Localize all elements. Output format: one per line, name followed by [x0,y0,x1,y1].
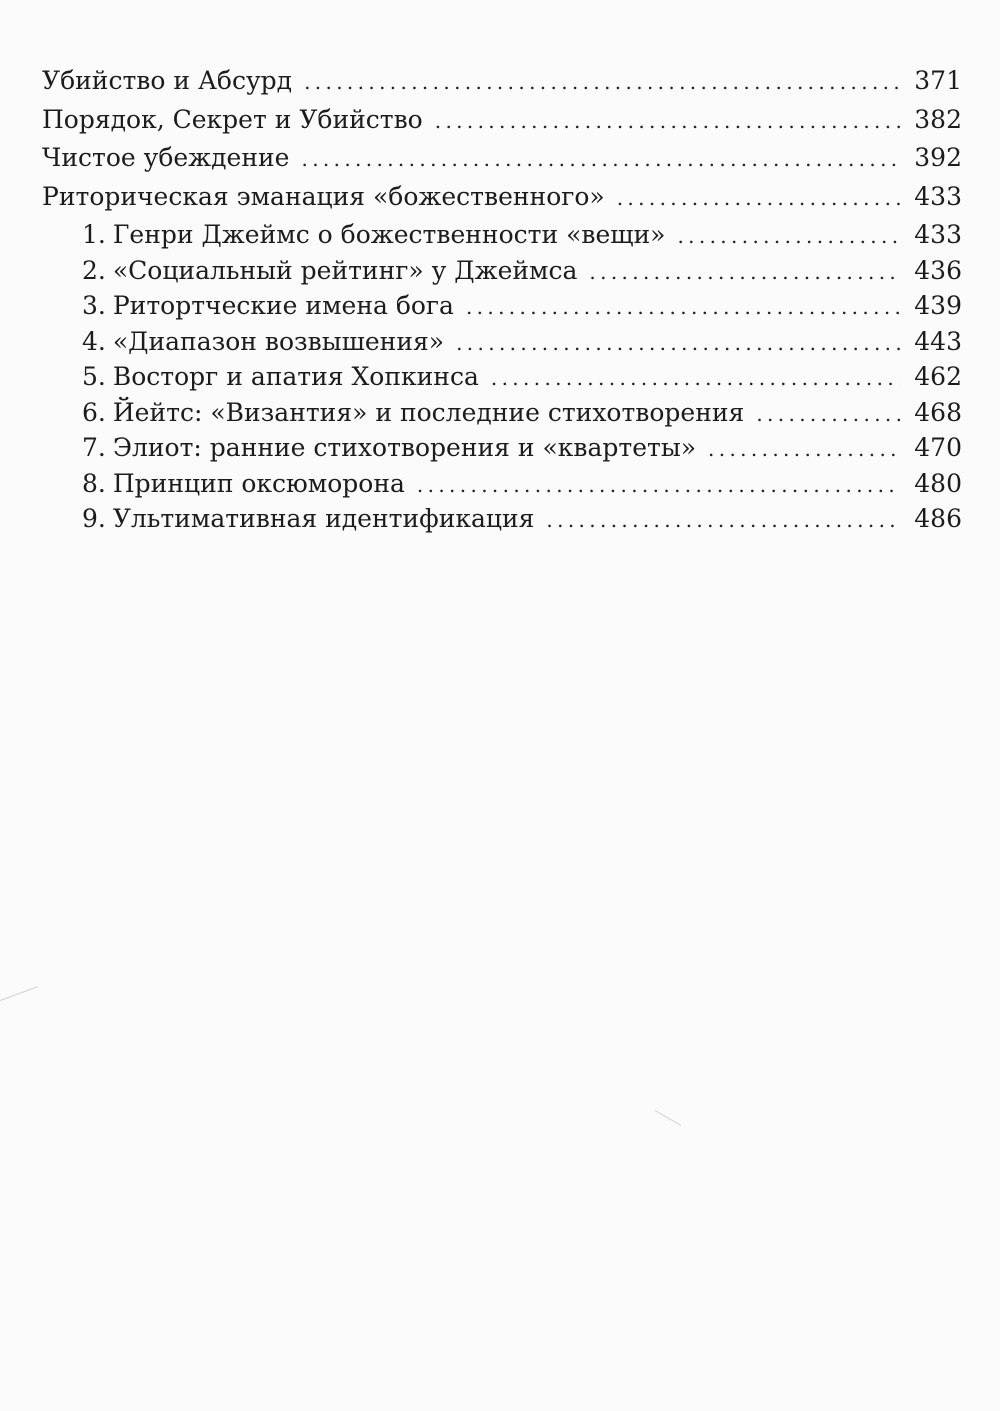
toc-subentry-number: 9. [82,504,106,533]
toc-entry [42,101,962,140]
dot-leader [756,395,900,433]
ghost-line [40,565,1000,604]
toc-subentry [42,323,962,359]
toc-subentry-title: «Диапазон возвышения» [112,326,445,356]
toc-subentry-page: 470 [914,433,962,462]
toc-subentry [42,465,962,501]
toc-subentry-page: 462 [914,362,962,391]
toc-subentry-number: 1. [82,220,106,249]
toc-entry-page: 392 [914,143,962,172]
dot-leader [304,63,900,101]
toc-subentry-number: 2. [82,255,106,285]
toc-subentry [42,216,962,252]
toc-entry-title: Порядок, Секрет и Убийство [42,104,423,134]
toc-subentry-title: Восторг и апатия Хопкинса [112,362,479,391]
toc-subentry [42,500,962,536]
toc-entry [42,139,962,178]
paper-scratch [0,986,38,1001]
dot-leader [708,430,900,468]
toc-subentry-title: Элиот: ранние стихотворения и «квартеты» [112,433,697,462]
toc-subentry [42,394,962,430]
toc-subentry-number: 7. [82,433,106,462]
toc-subentry-page: 443 [914,326,962,356]
toc-entry-page: 371 [914,66,962,95]
toc-subentry [42,287,962,323]
toc-entry-title: Риторическая эманация «божественного» [42,181,605,211]
toc-subentry-page: 439 [914,291,962,320]
dot-leader [617,179,900,217]
toc-entry [42,178,962,217]
toc-subentry-number: 8. [82,468,106,498]
toc-subentry-number: 4. [82,326,106,356]
dot-leader [301,140,900,178]
toc-entry [42,62,962,101]
toc-subentry-page: 486 [914,504,962,533]
dot-leader [677,217,900,255]
toc-subentry-number: 3. [82,291,106,320]
dot-leader [417,466,900,504]
toc-subentry-title: Йейтс: «Византия» и последние стихотворения [112,397,745,427]
toc-subentry-number: 6. [82,397,106,427]
toc-subentry-title: Ритортческие имена бога [112,291,454,320]
dot-leader [456,324,900,362]
dot-leader [546,501,900,539]
toc-subentry-page: 436 [914,255,962,285]
dot-leader [466,288,900,326]
dot-leader [435,102,900,140]
reverse-side-bleed-through [40,565,1000,604]
table-of-contents [42,62,962,536]
toc-subentry-title: Принцип оксюморона [112,468,405,498]
toc-subentry-title: Ультимативная идентификация [112,504,535,533]
toc-entry-title: Чистое убеждение [42,143,290,172]
toc-subentry-number: 5. [82,362,106,391]
dot-leader [589,253,900,291]
paper-scratch [655,1110,681,1126]
toc-entry-page: 382 [914,104,962,134]
dot-leader [491,359,900,397]
toc-subentry [42,358,962,394]
toc-subentry-title: Генри Джеймс о божественности «вещи» [112,220,666,249]
toc-subentry-page: 480 [914,468,962,498]
toc-entry-title: Убийство и Абсурд [42,66,293,95]
toc-subentry [42,252,962,288]
toc-entry-page: 433 [914,181,962,211]
toc-subentry [42,429,962,465]
toc-subentry-title: «Социальный рейтинг» у Джеймса [112,255,578,285]
toc-subentry-page: 468 [914,397,962,427]
toc-subentry-page: 433 [914,220,962,249]
